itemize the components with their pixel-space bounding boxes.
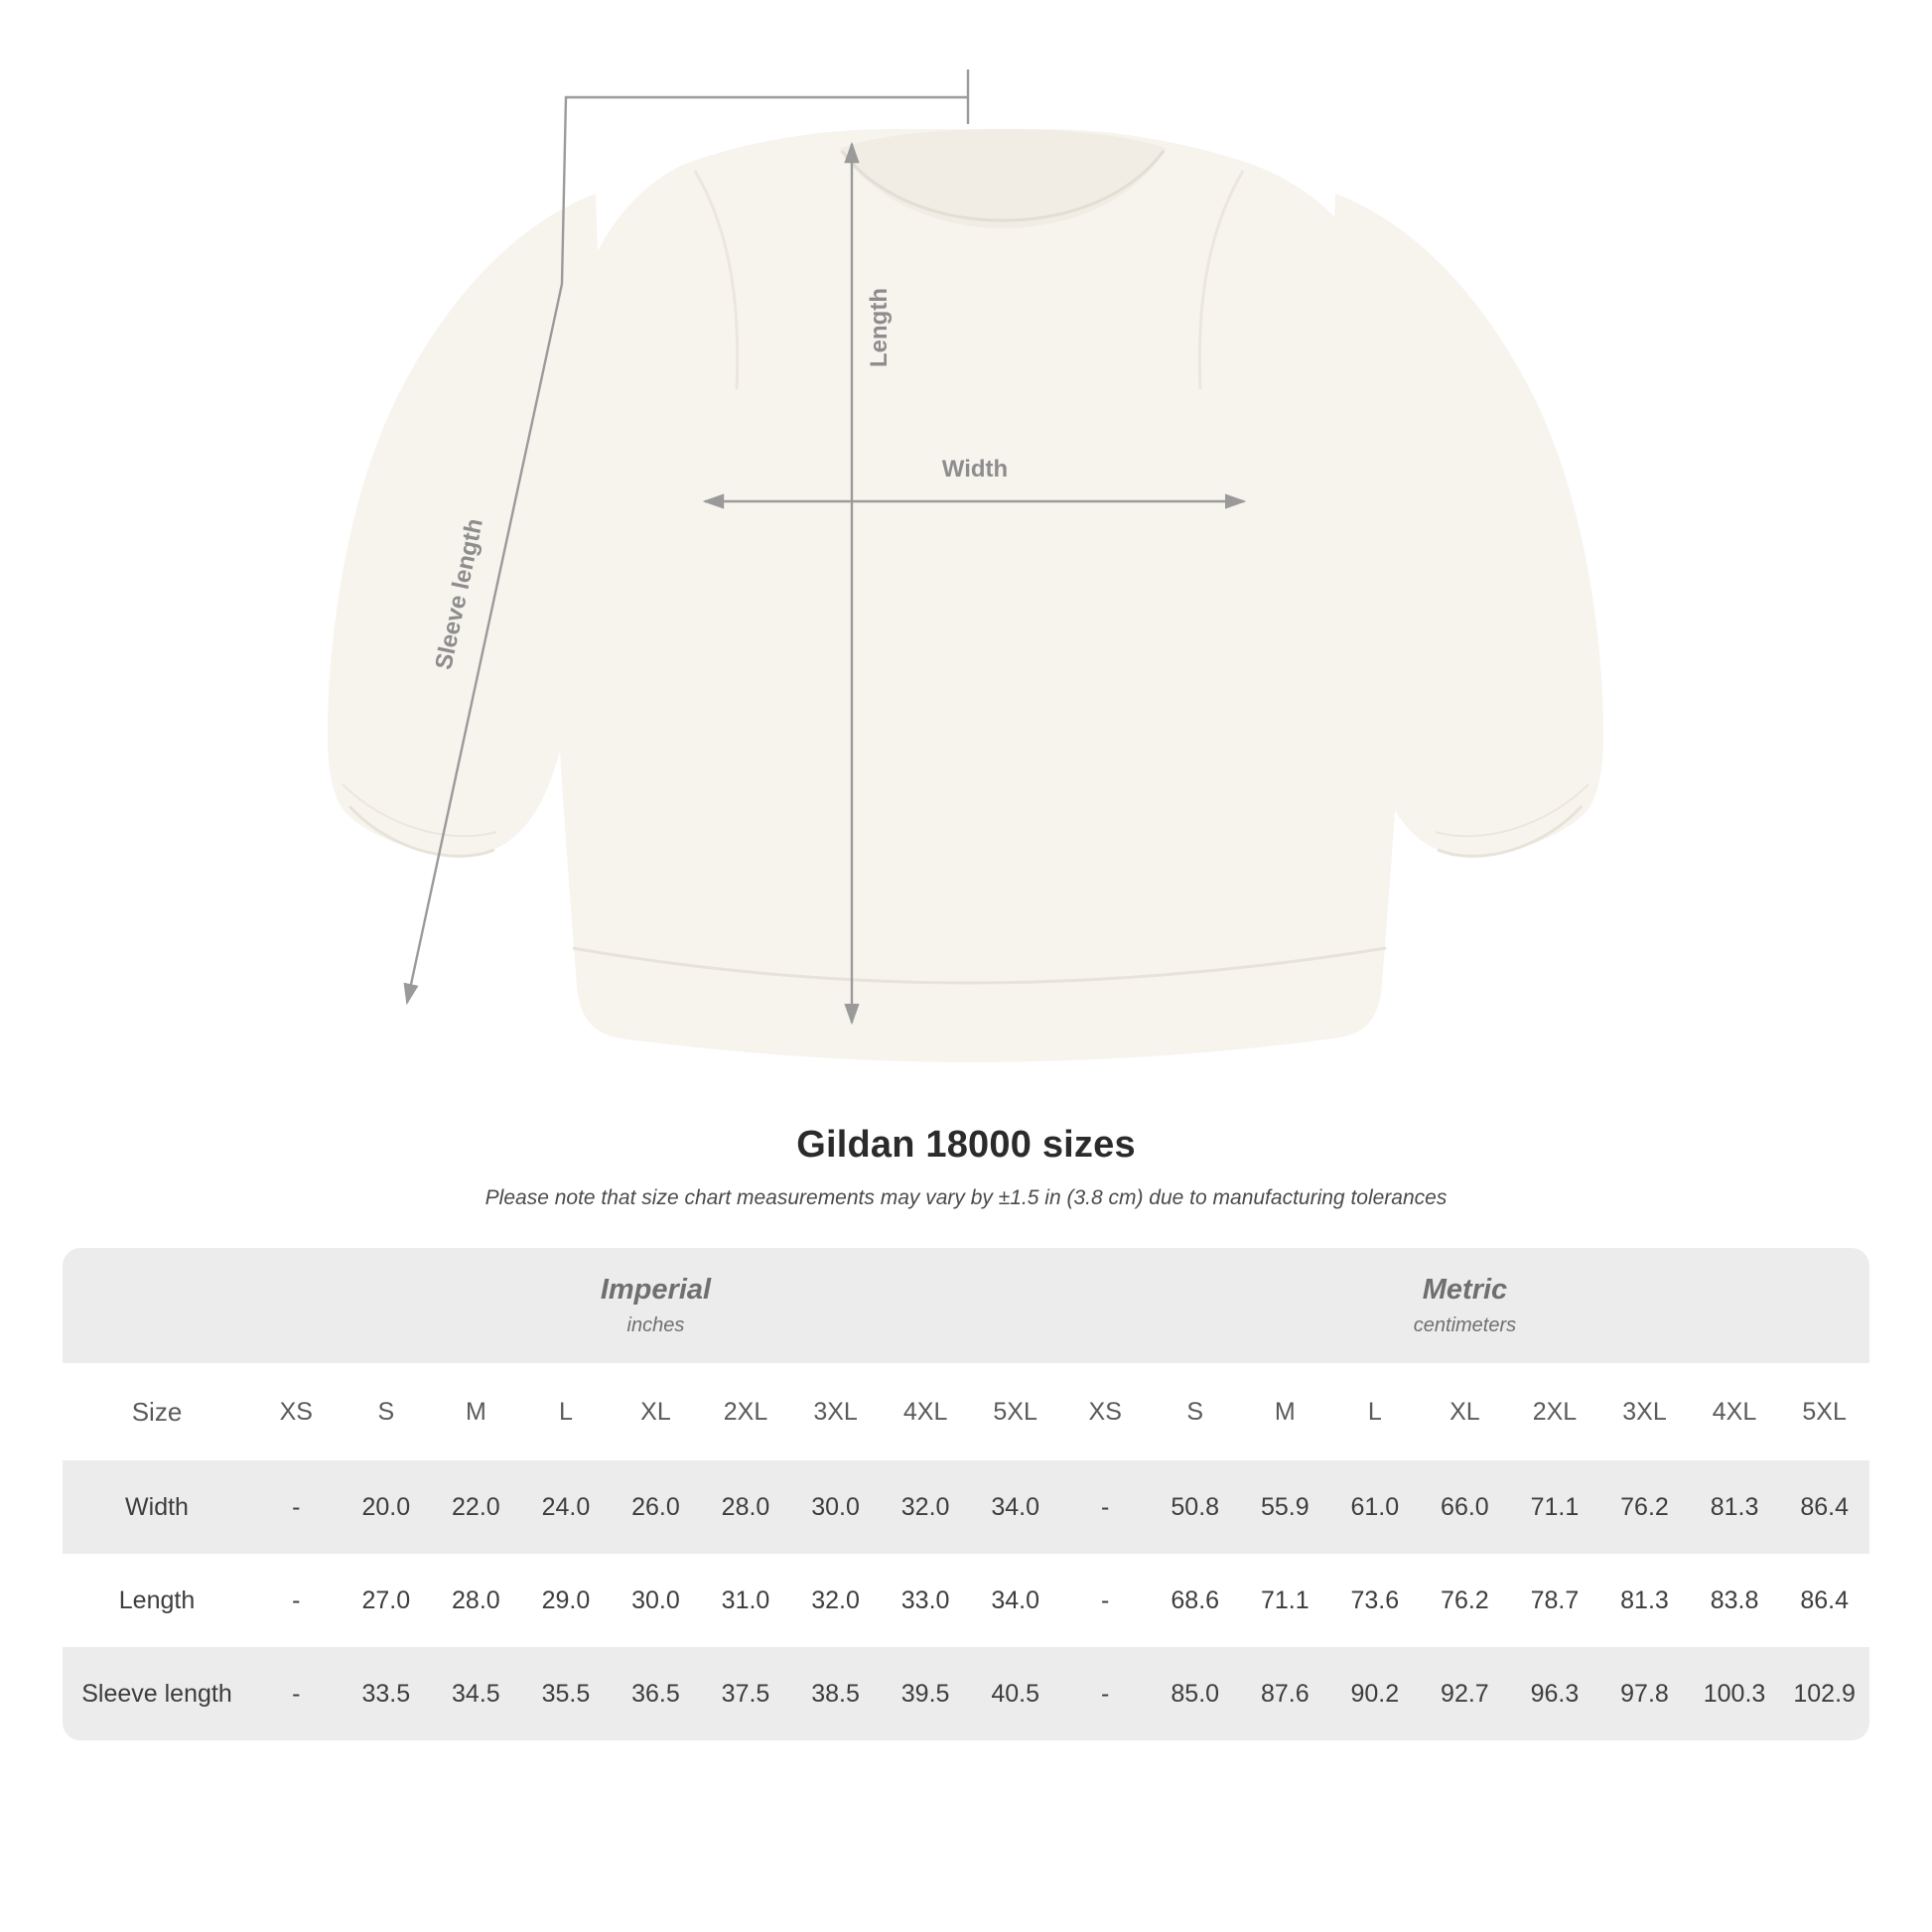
- cell-width-imp-4xl: 32.0: [881, 1460, 971, 1554]
- sweatshirt-shape: [328, 129, 1603, 1062]
- cell-length-met-s: 68.6: [1150, 1554, 1240, 1647]
- header-metric-2xl: 2XL: [1510, 1363, 1600, 1460]
- cell-sleeve-met-2xl: 96.3: [1510, 1647, 1600, 1740]
- header-metric-5xl: 5XL: [1779, 1363, 1869, 1460]
- unit-metric-cell: [1060, 1248, 1869, 1363]
- length-label: Length: [866, 288, 893, 367]
- cell-sleeve-imp-5xl: 40.5: [970, 1647, 1060, 1740]
- cell-width-met-m: 55.9: [1240, 1460, 1330, 1554]
- header-metric-m: M: [1240, 1363, 1330, 1460]
- cell-sleeve-imp-m: 34.5: [431, 1647, 521, 1740]
- row-label-length: Length: [63, 1554, 251, 1647]
- cell-length-imp-5xl: 34.0: [970, 1554, 1060, 1647]
- header-metric-s: S: [1150, 1363, 1240, 1460]
- cell-length-met-3xl: 81.3: [1599, 1554, 1690, 1647]
- unit-corner-cell: [63, 1248, 251, 1363]
- header-metric-xs: XS: [1060, 1363, 1151, 1460]
- unit-header-row: [63, 1248, 1869, 1363]
- row-label-sleeve-length: Sleeve length: [63, 1647, 251, 1740]
- cell-length-imp-2xl: 31.0: [701, 1554, 791, 1647]
- header-metric-3xl: 3XL: [1599, 1363, 1690, 1460]
- cell-sleeve-imp-2xl: 37.5: [701, 1647, 791, 1740]
- cell-sleeve-imp-4xl: 39.5: [881, 1647, 971, 1740]
- header-metric-l: L: [1330, 1363, 1421, 1460]
- cell-sleeve-imp-3xl: 38.5: [790, 1647, 881, 1740]
- cell-length-met-l: 73.6: [1330, 1554, 1421, 1647]
- header-imperial-5xl: 5XL: [970, 1363, 1060, 1460]
- cell-length-imp-m: 28.0: [431, 1554, 521, 1647]
- header-size: Size: [63, 1363, 251, 1460]
- sleeve-length-label: Sleeve length: [430, 515, 488, 672]
- tolerance-note: Please note that size chart measurements may vary by ±1.5 in (3.8 cm) due to manufacturing tolerances: [484, 1186, 1448, 1209]
- cell-sleeve-imp-s: 33.5: [342, 1647, 432, 1740]
- cell-sleeve-met-l: 90.2: [1330, 1647, 1421, 1740]
- cell-sleeve-imp-l: 35.5: [521, 1647, 612, 1740]
- column-header-row: [63, 1363, 1869, 1460]
- cell-length-imp-4xl: 33.0: [881, 1554, 971, 1647]
- header-metric-xl: XL: [1420, 1363, 1510, 1460]
- width-label: Width: [941, 456, 1009, 483]
- header-imperial-2xl: 2XL: [701, 1363, 791, 1460]
- cell-sleeve-met-5xl: 102.9: [1779, 1647, 1869, 1740]
- cell-width-met-s: 50.8: [1150, 1460, 1240, 1554]
- cell-sleeve-met-m: 87.6: [1240, 1647, 1330, 1740]
- cell-length-imp-l: 29.0: [521, 1554, 612, 1647]
- unit-metric-sub: centimeters: [1413, 1314, 1517, 1336]
- unit-imperial-sub: inches: [626, 1314, 685, 1336]
- cell-width-imp-m: 22.0: [431, 1460, 521, 1554]
- size-table-wrapper: [63, 1248, 1869, 1740]
- table-row: [63, 1554, 1869, 1647]
- cell-width-imp-3xl: 30.0: [790, 1460, 881, 1554]
- cell-width-imp-xl: 26.0: [611, 1460, 701, 1554]
- cell-length-met-xl: 76.2: [1420, 1554, 1510, 1647]
- cell-width-imp-5xl: 34.0: [970, 1460, 1060, 1554]
- cell-length-imp-s: 27.0: [342, 1554, 432, 1647]
- cell-width-imp-2xl: 28.0: [701, 1460, 791, 1554]
- cell-width-met-3xl: 76.2: [1599, 1460, 1690, 1554]
- header-imperial-l: L: [521, 1363, 612, 1460]
- row-label-width: Width: [63, 1460, 251, 1554]
- cell-width-met-2xl: 71.1: [1510, 1460, 1600, 1554]
- unit-imperial-name: Imperial: [600, 1274, 712, 1306]
- size-table: [63, 1248, 1869, 1740]
- cell-length-met-2xl: 78.7: [1510, 1554, 1600, 1647]
- cell-length-met-m: 71.1: [1240, 1554, 1330, 1647]
- table-row: [63, 1460, 1869, 1554]
- cell-sleeve-met-4xl: 100.3: [1690, 1647, 1780, 1740]
- header-imperial-xl: XL: [611, 1363, 701, 1460]
- cell-width-met-l: 61.0: [1330, 1460, 1421, 1554]
- cell-width-imp-s: 20.0: [342, 1460, 432, 1554]
- cell-width-met-xl: 66.0: [1420, 1460, 1510, 1554]
- cell-length-met-xs: -: [1060, 1554, 1151, 1647]
- cell-sleeve-imp-xl: 36.5: [611, 1647, 701, 1740]
- title-block: [0, 1124, 1932, 1210]
- cell-length-imp-xs: -: [251, 1554, 342, 1647]
- page-title: Gildan 18000 sizes: [796, 1124, 1136, 1166]
- cell-sleeve-met-s: 85.0: [1150, 1647, 1240, 1740]
- cell-width-met-xs: -: [1060, 1460, 1151, 1554]
- cell-length-met-4xl: 83.8: [1690, 1554, 1780, 1647]
- cell-sleeve-met-xl: 92.7: [1420, 1647, 1510, 1740]
- cell-sleeve-met-xs: -: [1060, 1647, 1151, 1740]
- cell-sleeve-imp-xs: -: [251, 1647, 342, 1740]
- cell-length-imp-xl: 30.0: [611, 1554, 701, 1647]
- header-imperial-3xl: 3XL: [790, 1363, 881, 1460]
- cell-width-imp-l: 24.0: [521, 1460, 612, 1554]
- cell-width-met-4xl: 81.3: [1690, 1460, 1780, 1554]
- header-imperial-xs: XS: [251, 1363, 342, 1460]
- header-metric-4xl: 4XL: [1690, 1363, 1780, 1460]
- cell-width-met-5xl: 86.4: [1779, 1460, 1869, 1554]
- cell-width-imp-xs: -: [251, 1460, 342, 1554]
- cell-length-imp-3xl: 32.0: [790, 1554, 881, 1647]
- cell-length-met-5xl: 86.4: [1779, 1554, 1869, 1647]
- table-row: [63, 1647, 1869, 1740]
- header-imperial-m: M: [431, 1363, 521, 1460]
- header-imperial-4xl: 4XL: [881, 1363, 971, 1460]
- header-imperial-s: S: [342, 1363, 432, 1460]
- unit-metric-name: Metric: [1422, 1274, 1508, 1306]
- cell-sleeve-met-3xl: 97.8: [1599, 1647, 1690, 1740]
- unit-imperial-cell: [251, 1248, 1060, 1363]
